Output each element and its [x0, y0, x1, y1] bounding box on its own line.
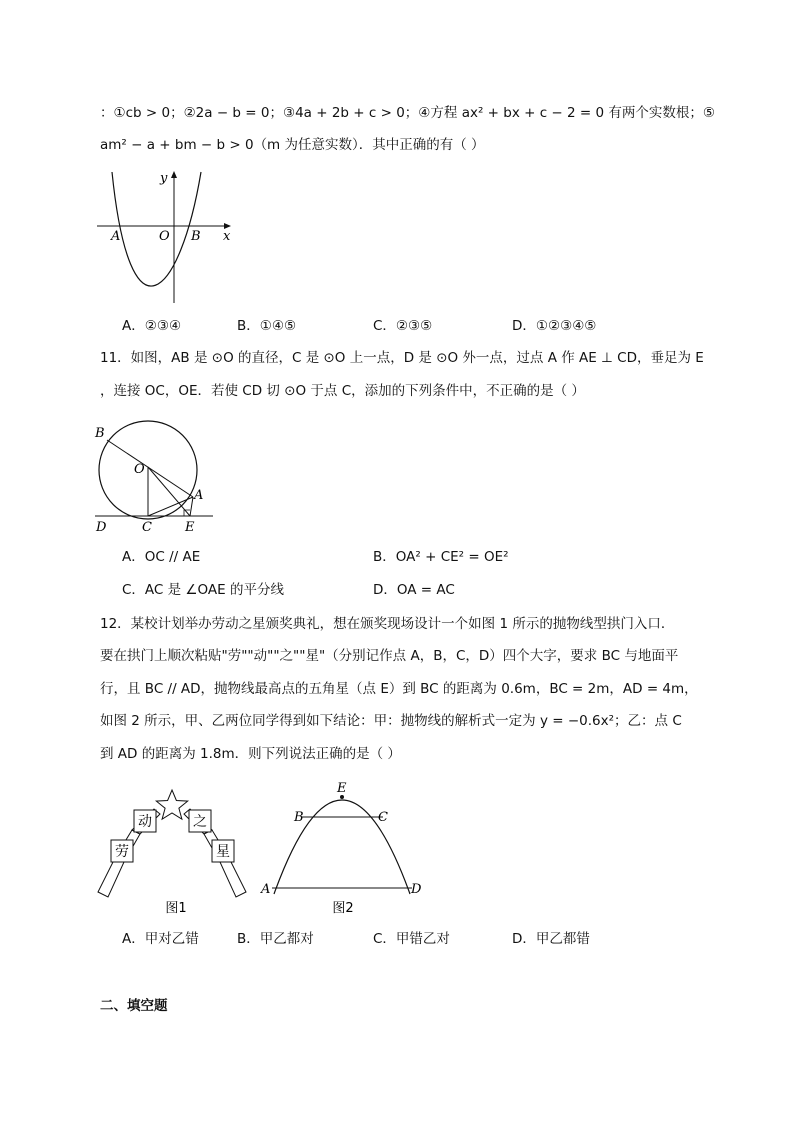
point-a-label: A	[111, 229, 121, 244]
fig1-caption: 图1	[165, 901, 187, 916]
q11-option-c: C．AC 是 ∠OAE 的平分线	[122, 582, 284, 598]
parabola-curve	[112, 172, 201, 286]
q10-line-1: ：①cb > 0；②2a − b = 0；③4a + 2b + c > 0；④方程 ax² + bx + c − 2 = 0 有两个实数根；⑤	[100, 105, 716, 121]
q10-parabola-graph	[95, 168, 245, 308]
arch-right-leg	[220, 858, 246, 897]
label-o: O	[134, 462, 145, 477]
segment-ba	[107, 440, 193, 497]
q12-line-2: 要在拱门上顺次粘贴"劳""动""之""星"（分别记作点 A，B，C，D）四个大字，要求 BC 与地面平	[100, 648, 679, 664]
label-e: E	[337, 781, 347, 796]
label-e: E	[185, 520, 195, 535]
q12-line-1: 12．某校计划举办劳动之星颁奖典礼，想在颁奖现场设计一个如图 1 所示的抛物线型拱门入口．	[100, 616, 675, 632]
q10-line-2: am² − a + bm − b > 0（m 为任意实数）．其中正确的有（ ）	[100, 137, 485, 153]
q12-line-5: 到 AD 的距离为 1.8m．则下列说法正确的是（ ）	[100, 746, 401, 762]
label-b: B	[95, 426, 105, 441]
q11-option-b: B．OA² + CE² = OE²	[373, 549, 509, 565]
q11-option-d: D．OA = AC	[373, 582, 455, 598]
char-dong: 动	[138, 814, 152, 830]
fig2-caption: 图2	[332, 901, 354, 916]
label-c: C	[378, 810, 388, 825]
q12-option-c: C．甲错乙对	[373, 931, 450, 947]
char-xing: 星	[216, 844, 230, 860]
q12-option-a: A．甲对乙错	[122, 931, 199, 947]
char-zhi: 之	[193, 814, 207, 830]
q12-figure-2-parabola	[258, 778, 430, 918]
q10-option-d: D．①②③④⑤	[512, 318, 597, 334]
label-c: C	[142, 520, 152, 535]
q12-figure-1-arch	[96, 788, 248, 918]
x-label: x	[223, 229, 231, 244]
q10-option-a: A．②③④	[122, 318, 182, 334]
q10-option-c: C．②③⑤	[373, 318, 433, 334]
segment-ae	[190, 497, 193, 516]
label-d: D	[96, 520, 107, 535]
q10-option-b: B．①④⑤	[237, 318, 297, 334]
q12-line-4: 如图 2 所示，甲、乙两位同学得到如下结论：甲：抛物线的解析式一定为 y = −0.6x²；乙：点 C	[100, 713, 682, 729]
label-a: A	[194, 488, 204, 503]
label-b: B	[294, 810, 304, 825]
y-axis-arrow	[171, 171, 177, 178]
label-a: A	[261, 882, 271, 897]
q11-line-2: ，连接 OC，OE．若使 CD 切 ⊙O 于点 C，添加的下列条件中，不正确的是（ ）	[100, 383, 585, 399]
section-title-fill-in: 二、填空题	[100, 998, 168, 1014]
arch-left-leg	[98, 858, 124, 897]
q11-line-1: 11．如图，AB 是 ⊙O 的直径，C 是 ⊙O 上一点，D 是 ⊙O 外一点，过点 A 作 AE ⊥ CD，垂足为 E	[100, 350, 704, 366]
q11-circle-figure	[93, 415, 218, 535]
q12-option-b: B．甲乙都对	[237, 931, 314, 947]
point-b-label: B	[191, 229, 201, 244]
y-label: y	[160, 171, 168, 186]
label-d: D	[411, 882, 422, 897]
q12-option-d: D．甲乙都错	[512, 931, 590, 947]
q11-option-a: A．OC // AE	[122, 549, 201, 565]
q12-line-3: 行，且 BC // AD，抛物线最高点的五角星（点 E）到 BC 的距离为 0.6m，BC = 2m，AD = 4m，	[100, 681, 698, 697]
star-icon	[156, 790, 187, 819]
segment-oe	[148, 467, 190, 516]
point-o-label: O	[159, 229, 170, 244]
char-lao: 劳	[115, 844, 129, 860]
